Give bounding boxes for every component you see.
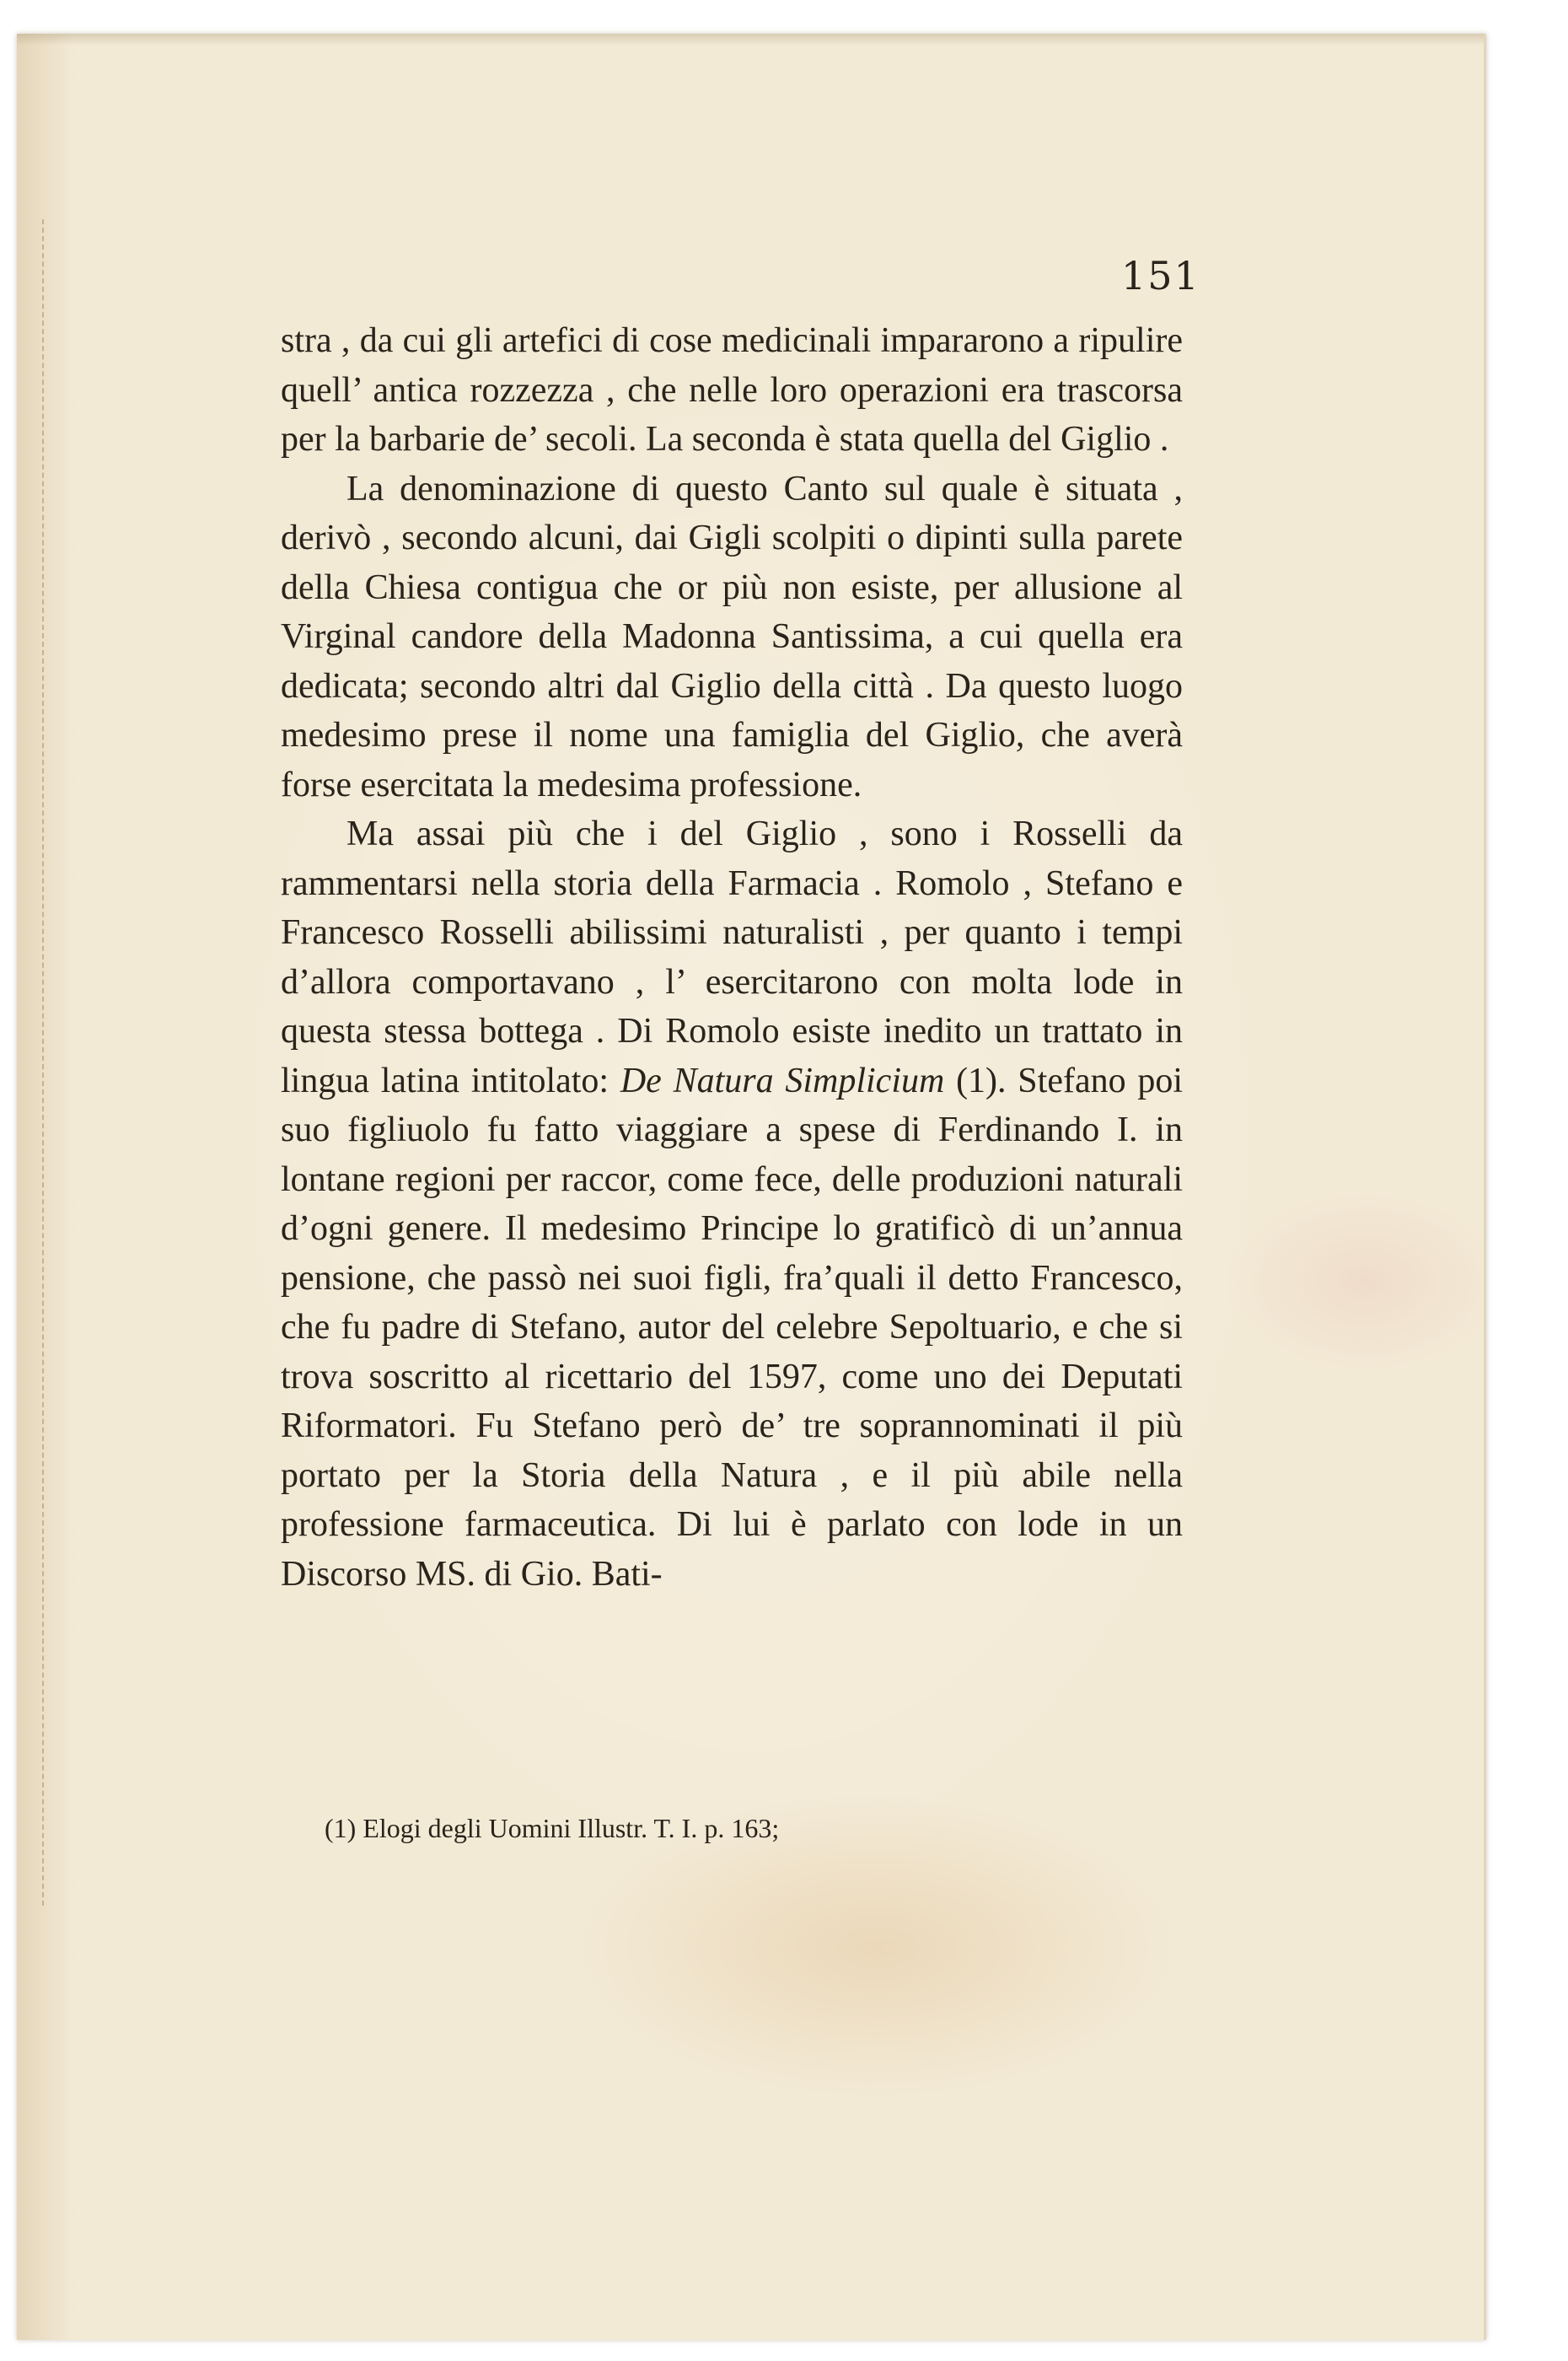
footnote: (1) Elogi degli Uomini Illustr. T. I. p. 163; <box>325 1813 780 1843</box>
paragraph-3-text-b: (1). Stefano poi suo figliuolo fu fatto viaggiare a spese di Ferdinando I. in lontane regioni per raccor, come fece, delle produzioni naturali d’ogni genere. Il medesimo Principe lo gratificò di un’annua pensione, che passò nei suoi figli, fra’quali il detto Francesco, che fu padre di Stefano, autor del celebre Sepoltuario, e che si trova soscritto al ricettario del 1597, come uno dei Deputati Riformatori. Fu Stefano però de’ tre soprannominati il più portato per la Storia della Natura , e il più abile nella professione farmaceutica. Di lui è parlato con lode in un Discorso MS. di Gio. Bati- <box>281 1061 1184 1594</box>
page-top-edge <box>17 34 1484 46</box>
paragraph-2 <box>281 465 1183 810</box>
paragraph-3-text-a: Ma assai più che i del Giglio , sono i Rosselli da rammentarsi nella storia della Farmacia . Romolo , Stefano e Francesco Rosselli abilissimi naturalisti , per quanto i tempi d’allora comportavano , l’ esercitarono con molta lode in questa stessa bottega . Di Romolo esiste inedito un trattato in lingua latina intitolato: <box>281 815 1183 1100</box>
binding-stitch-marks <box>42 219 49 1906</box>
paragraph-1-text: stra , da cui gli artefici di cose medicinali impararono a ripulire quell’ antica rozzezza , che nelle loro operazioni era trascorsa per la barbarie de’ secoli. La seconda è stata quella del Giglio . <box>281 321 1183 459</box>
page-number: 151 <box>1121 253 1200 298</box>
paragraph-2-text: La denominazione di questo Canto sul quale è situata , derivò , secondo alcuni, dai Gigli scolpiti o dipinti sulla parete della Chiesa contigua che or più non esiste, per allusione al Virginal candore della Madonna Santissima, a cui quella era dedicata; secondo altri dal Giglio della città . Da questo luogo medesimo prese il nome una famiglia del Giglio, che averà forse esercitata la medesima professione. <box>281 469 1183 804</box>
body-text <box>281 316 1183 1599</box>
book-title-de-natura-simplicium: De Natura Simplicium <box>620 1061 945 1100</box>
paragraph-3 <box>281 809 1183 1599</box>
paragraph-1 <box>281 316 1183 465</box>
